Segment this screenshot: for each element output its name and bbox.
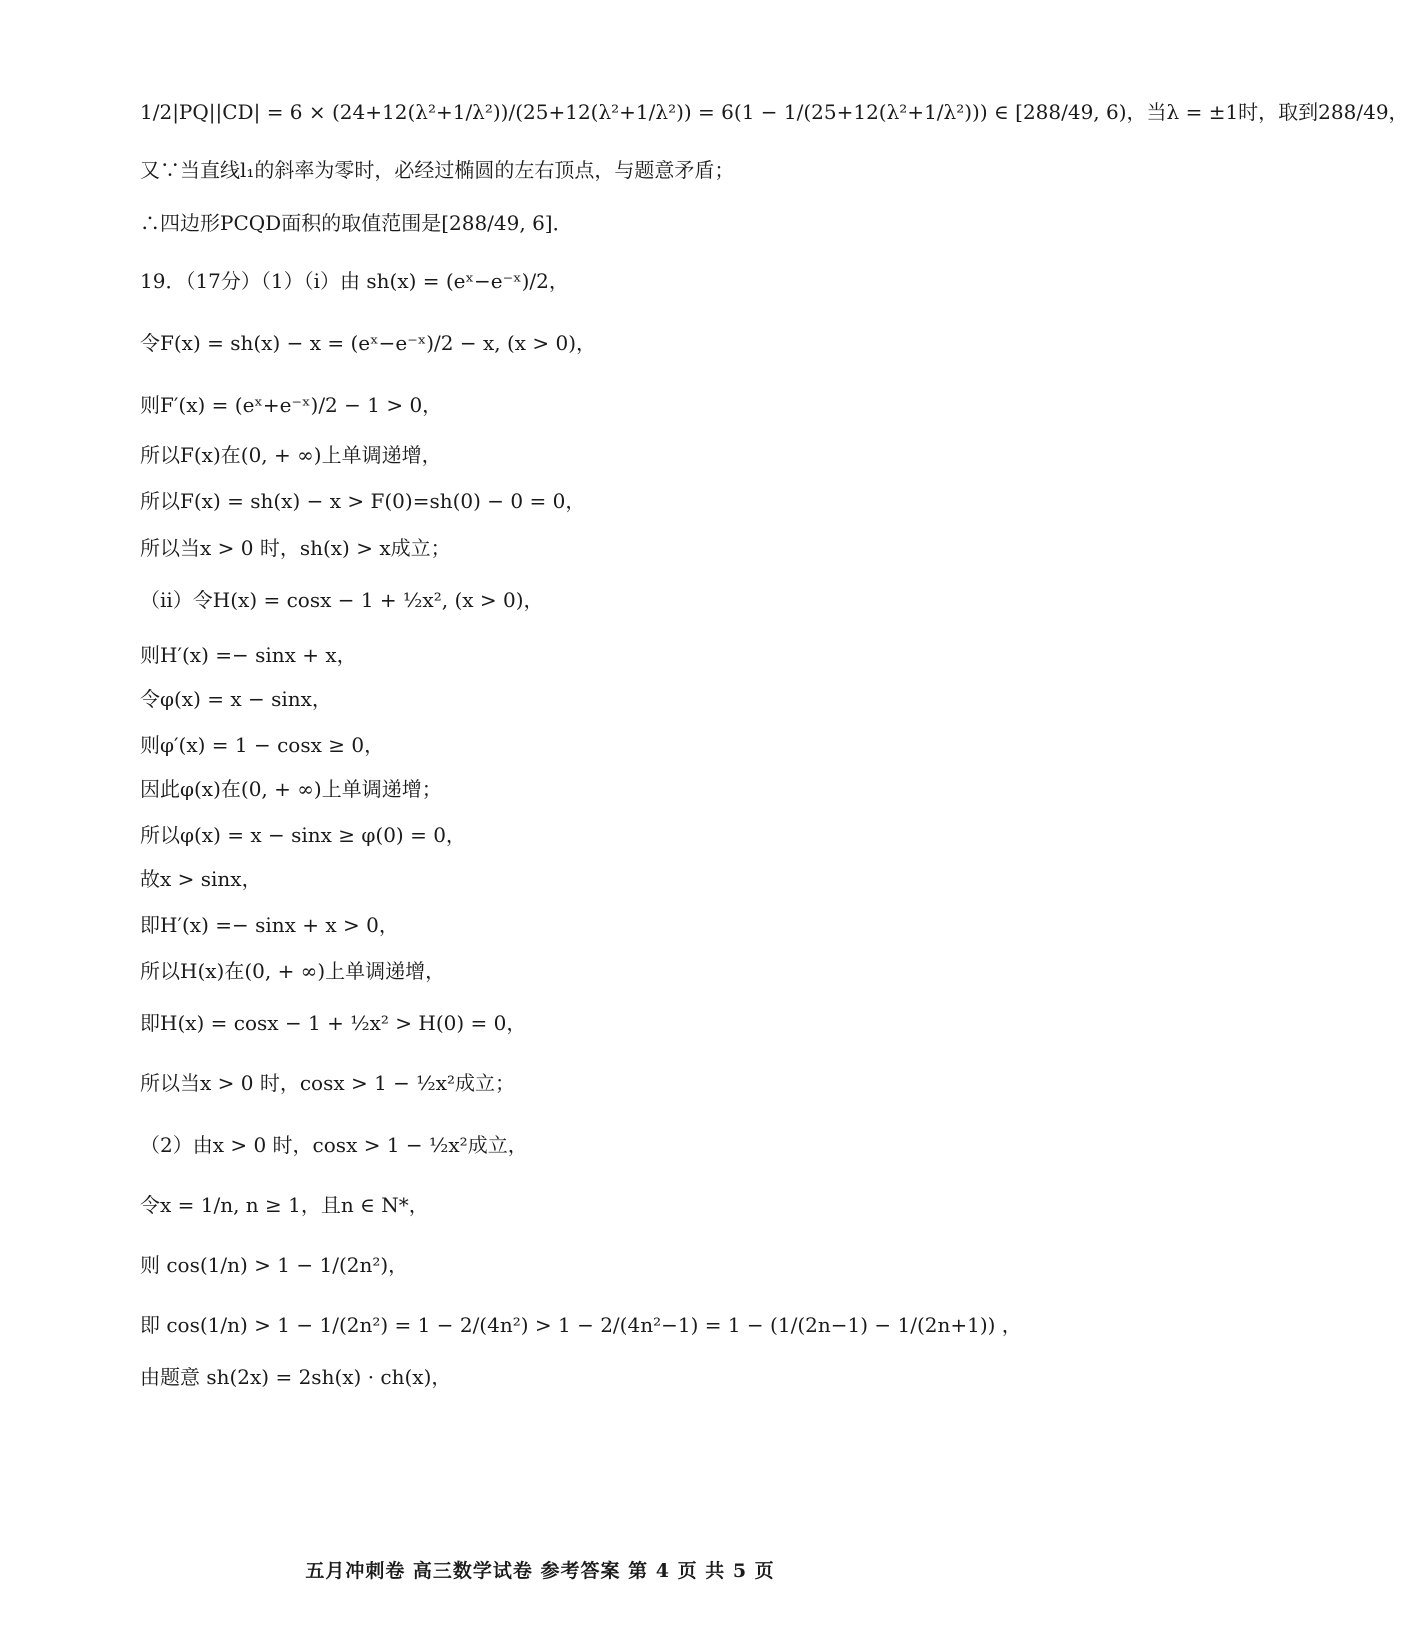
text-line-6: 则F′(x) = (eˣ+e⁻ˣ)/2 − 1 > 0， xyxy=(140,393,443,417)
text-line-16: 故x > sinx， xyxy=(140,867,262,891)
text-line-13: 则φ′(x) = 1 − cosx ≥ 0， xyxy=(140,733,385,757)
text-line-10: （ii）令H(x) = cosx − 1 + ½x², (x > 0)， xyxy=(140,588,544,612)
text-line-14: 因此φ(x)在(0, + ∞)上单调递增； xyxy=(140,777,442,801)
text-line-11: 则H′(x) =− sinx + x， xyxy=(140,643,357,667)
text-line-4: 19．（17分）（1）（i）由 sh(x) = (eˣ−e⁻ˣ)/2， xyxy=(140,269,569,293)
page-footer: 五月冲刺卷 高三数学试卷 参考答案 第 4 页 共 5 页 xyxy=(305,1560,775,1582)
text-line-9: 所以当x > 0 时，sh(x) > x成立； xyxy=(140,536,451,560)
text-line-19: 即H(x) = cosx − 1 + ½x² > H(0) = 0， xyxy=(140,1011,527,1035)
text-line-23: 则 cos(1/n) > 1 − 1/(2n²)， xyxy=(140,1253,409,1277)
text-line-18: 所以H(x)在(0, + ∞)上单调递增， xyxy=(140,959,446,983)
text-line-24: 即 cos(1/n) > 1 − 1/(2n²) = 1 − 2/(4n²) > 1 − 2/(4n²−1) = 1 − (1/(2n−1) − 1/(2n+1)) ， xyxy=(140,1313,1022,1337)
text-line-5: 令F(x) = sh(x) − x = (eˣ−e⁻ˣ)/2 − x, (x > 0)， xyxy=(140,331,597,355)
text-line-2: 又∵当直线l₁的斜率为零时，必经过椭圆的左右顶点，与题意矛盾； xyxy=(140,158,735,182)
text-line-15: 所以φ(x) = x − sinx ≥ φ(0) = 0， xyxy=(140,823,466,847)
text-line-1: 1/2|PQ||CD| = 6 × (24+12(λ²+1/λ²))/(25+12(λ²+1/λ²)) = 6(1 − 1/(25+12(λ²+1/λ²))) ∈ [288/49, 6)，当λ = ±1时，取到288/49， xyxy=(140,100,1409,124)
text-line-22: 令x = 1/n, n ≥ 1，且n ∈ N*， xyxy=(140,1193,429,1217)
text-line-17: 即H′(x) =− sinx + x > 0， xyxy=(140,913,399,937)
text-line-20: 所以当x > 0 时，cosx > 1 − ½x²成立； xyxy=(140,1071,515,1095)
text-line-21: （2）由x > 0 时，cosx > 1 − ½x²成立， xyxy=(140,1133,528,1157)
text-line-3: ∴四边形PCQD面积的取值范围是[288/49, 6]． xyxy=(140,211,573,235)
text-line-7: 所以F(x)在(0, + ∞)上单调递增， xyxy=(140,443,442,467)
text-line-8: 所以F(x) = sh(x) − x > F(0)=sh(0) − 0 = 0， xyxy=(140,489,586,513)
text-line-12: 令φ(x) = x − sinx， xyxy=(140,687,332,711)
text-line-25: 由题意 sh(2x) = 2sh(x) · ch(x)， xyxy=(140,1365,452,1389)
